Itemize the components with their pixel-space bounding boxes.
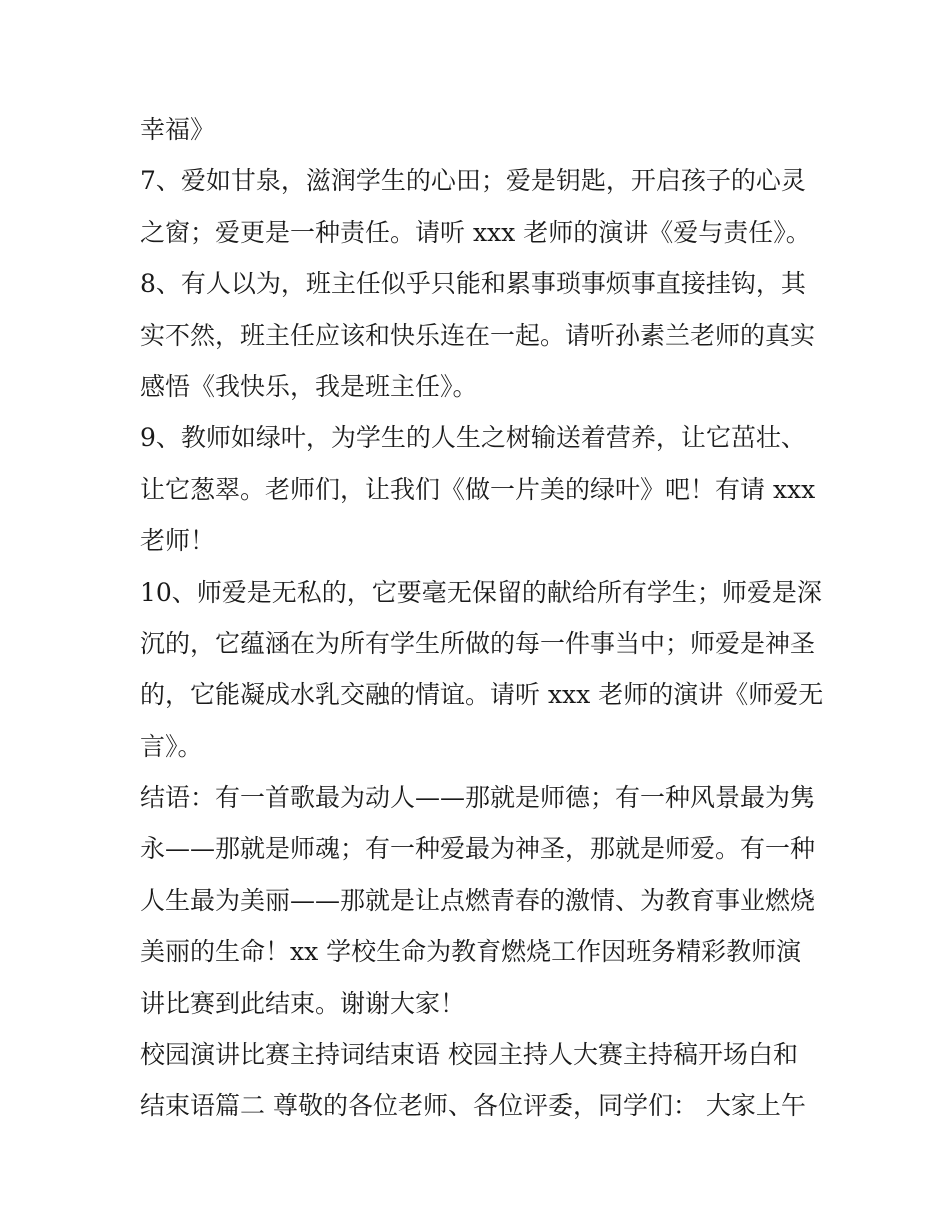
text-line: 7、爱如甘泉，滋润学生的心田；爱是钥匙，开启孩子的心灵	[140, 166, 806, 196]
text-line: 之窗；爱更是一种责任。请听 xxx 老师的演讲《爱与责任》。	[140, 217, 811, 247]
text-line: 8、有人以为，班主任似乎只能和累事琐事烦事直接挂钩，其	[140, 269, 806, 299]
text-line: 实不然，班主任应该和快乐连在一起。请听孙素兰老师的真实	[140, 320, 816, 350]
text-line: 永——那就是师魂；有一种爱最为神圣，那就是师爱。有一种	[140, 834, 816, 864]
text-line: 美丽的生命！xx 学校生命为教育燃烧工作因班务精彩教师演	[140, 937, 802, 967]
text-line: 老师！	[140, 526, 216, 556]
text-line: 幸福》	[140, 115, 216, 144]
text-line: 讲比赛到此结束。谢谢大家！	[140, 988, 466, 1018]
text-line: 结束语篇二 尊敬的各位老师、各位评委，同学们： 大家上午	[140, 1091, 806, 1121]
text-line: 人生最为美丽——那就是让点燃青春的激情、为教育事业燃烧	[140, 885, 816, 915]
document-body	[140, 104, 824, 1132]
text-line: 结语：有一首歌最为动人——那就是师德；有一种风景最为隽	[140, 783, 816, 813]
text-line: 10、师爱是无私的，它要毫无保留的献给所有学生；师爱是深	[140, 577, 822, 607]
text-line: 9、教师如绿叶，为学生的人生之树输送着营养，让它茁壮、	[140, 423, 806, 453]
text-line: 言》。	[140, 731, 203, 761]
text-line: 感悟《我快乐，我是班主任》。	[140, 371, 478, 401]
text-line: 沉的，它蕴涵在为所有学生所做的每一件事当中；师爱是神圣	[140, 628, 816, 658]
text-line: 校园演讲比赛主持词结束语 校园主持人大赛主持稿开场白和	[140, 1040, 798, 1070]
text-line: 的，它能凝成水乳交融的情谊。请听 xxx 老师的演讲《师爱无	[140, 680, 824, 710]
text-line: 让它葱翠。老师们，让我们《做一片美的绿叶》吧！有请 xxx	[140, 474, 816, 504]
